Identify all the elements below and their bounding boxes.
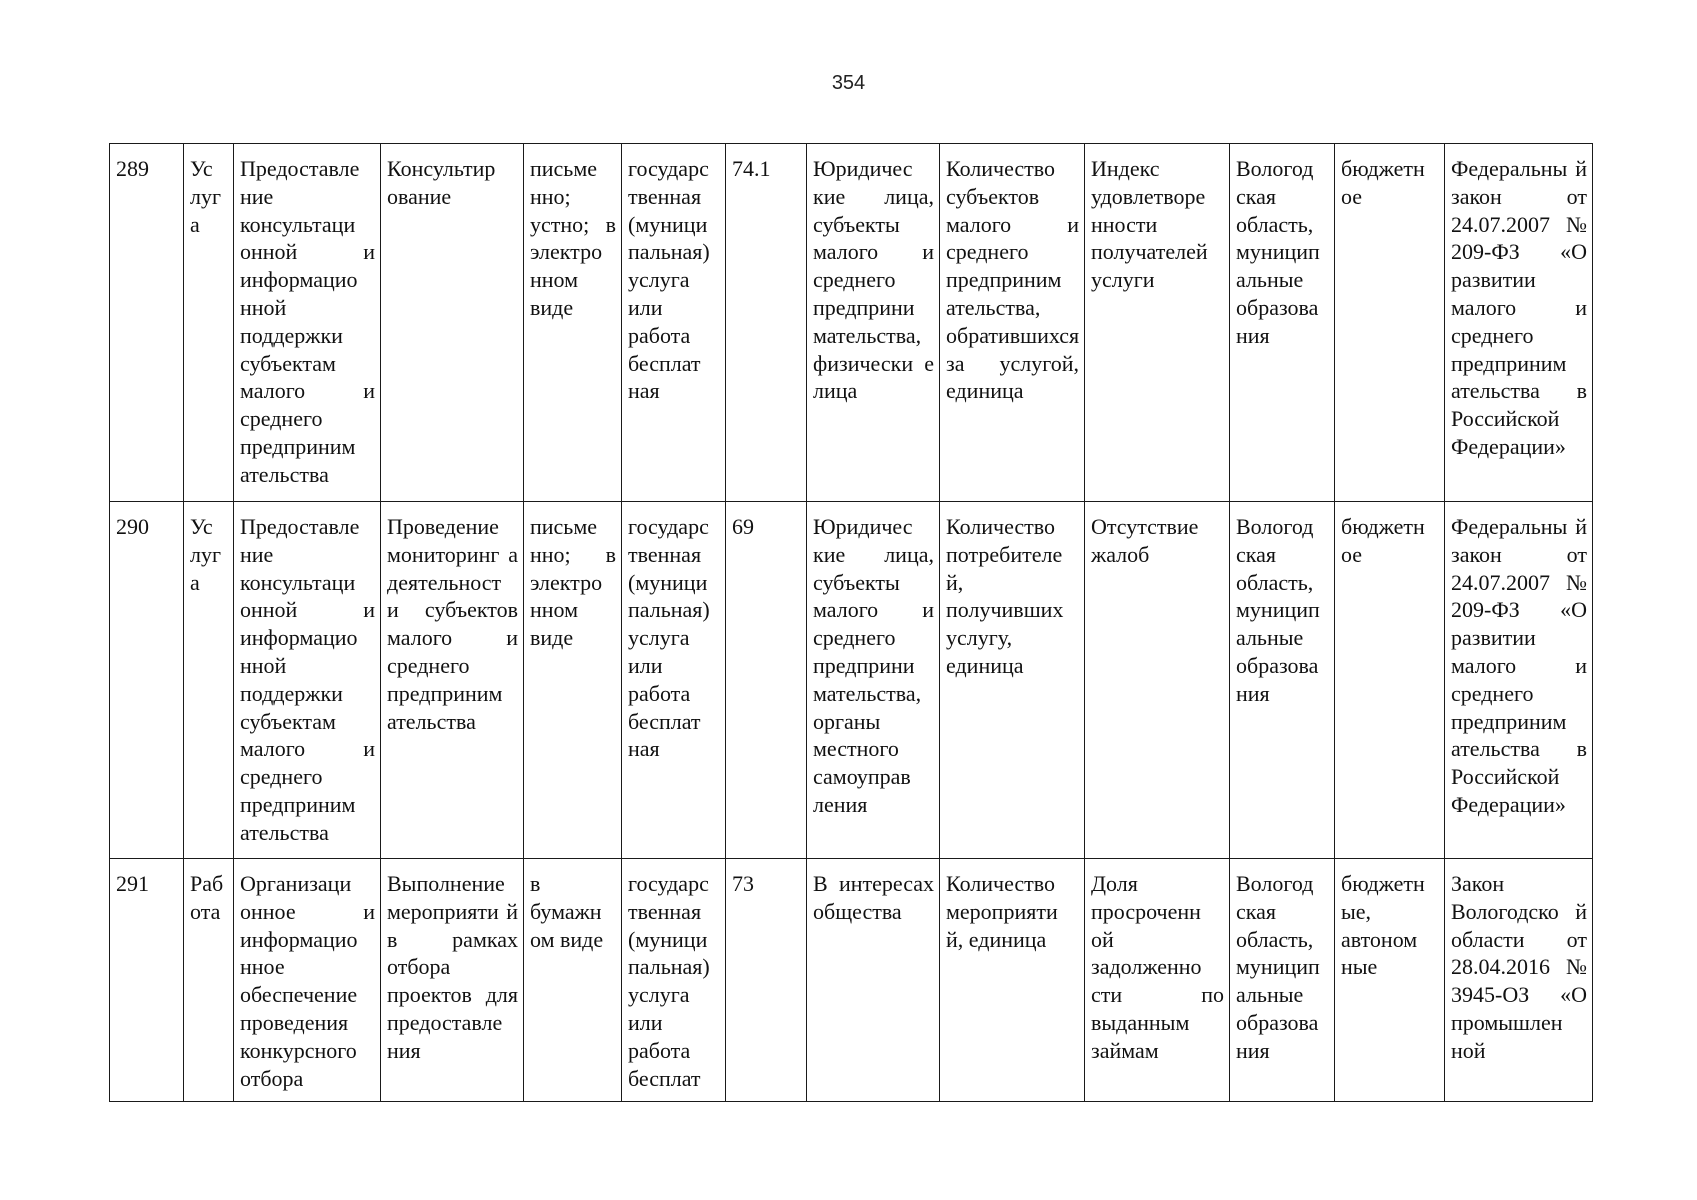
page-number: 354: [831, 72, 866, 94]
volume-indicator-cell: Количество субъектов малого и среднего предприним ательства, обратившихся за услугой, единица: [940, 144, 1085, 502]
content-cell: Выполнение мероприяти й в рамках отбора проектов для предоставле ния: [381, 859, 524, 1102]
consumers-cell: Юридичес кие лица, субъекты малого и среднего предприни мательства, физически е лица: [807, 144, 940, 502]
quality-indicator-cell: Отсутствие жалоб: [1085, 502, 1230, 859]
legal-basis-cell: Федеральны й закон от 24.07.2007 № 209-ФЗ «О развитии малого и среднего предприним ательства в Российской Федерации»: [1445, 144, 1593, 502]
institution-type-cell: бюджетн ое: [1335, 144, 1445, 502]
volume-indicator-cell: Количество мероприяти й, единица: [940, 859, 1085, 1102]
type-cell: Ус луг а: [184, 144, 234, 502]
legal-basis-cell: Федеральны й закон от 24.07.2007 № 209-ФЗ «О развитии малого и среднего предприним ательства в Российской Федерации»: [1445, 502, 1593, 859]
institution-type-cell: бюджетн ые, автоном ные: [1335, 859, 1445, 1102]
content-cell: Проведение мониторинг а деятельност и субъектов малого и среднего предприним ательства: [381, 502, 524, 859]
type-cell: Раб ота: [184, 859, 234, 1102]
consumers-cell: Юридичес кие лица, субъекты малого и среднего предприни мательства, органы местного самоуправ ления: [807, 502, 940, 859]
quality-indicator-cell: Индекс удовлетворе нности получателей услуги: [1085, 144, 1230, 502]
territory-cell: Вологод ская область, муницип альные образова ния: [1230, 859, 1335, 1102]
quality-indicator-cell: Доля просроченн ой задолженно сти по выданным займам: [1085, 859, 1230, 1102]
service-name-cell: Предоставле ние консультаци онной и информацио нной поддержки субъектам малого и среднего предприним ательства: [234, 144, 381, 502]
consumers-cell: В интересах общества: [807, 859, 940, 1102]
territory-cell: Вологод ская область, муницип альные образова ния: [1230, 502, 1335, 859]
row-number-cell: 289: [110, 144, 184, 502]
row-number-cell: 290: [110, 502, 184, 859]
code-cell: 74.1: [726, 144, 807, 502]
status-cell: государс твенная (муници пальная) услуга или работа бесплат: [622, 859, 726, 1102]
legal-basis-cell: Закон Вологодско й области от 28.04.2016 № 3945-ОЗ «О промышлен ной: [1445, 859, 1593, 1102]
status-cell: государс твенная (муници пальная) услуга или работа бесплат ная: [622, 144, 726, 502]
table-row: [110, 144, 1593, 502]
type-cell: Ус луг а: [184, 502, 234, 859]
form-cell: письме нно; устно; в электро нном виде: [524, 144, 622, 502]
territory-cell: Вологод ская область, муницип альные образова ния: [1230, 144, 1335, 502]
status-cell: государс твенная (муници пальная) услуга или работа бесплат ная: [622, 502, 726, 859]
volume-indicator-cell: Количество потребителе й, получивших услугу, единица: [940, 502, 1085, 859]
code-cell: 69: [726, 502, 807, 859]
form-cell: письме нно; в электро нном виде: [524, 502, 622, 859]
code-cell: 73: [726, 859, 807, 1102]
institution-type-cell: бюджетн ое: [1335, 502, 1445, 859]
table-row: [110, 502, 1593, 859]
row-number-cell: 291: [110, 859, 184, 1102]
form-cell: в бумажн ом виде: [524, 859, 622, 1102]
registry-table: [109, 143, 1593, 1102]
service-name-cell: Предоставле ние консультаци онной и информацио нной поддержки субъектам малого и среднего предприним ательства: [234, 502, 381, 859]
table-row: [110, 859, 1593, 1102]
content-cell: Консультир ование: [381, 144, 524, 502]
service-name-cell: Организаци онное и информацио нное обеспечение проведения конкурсного отбора: [234, 859, 381, 1102]
